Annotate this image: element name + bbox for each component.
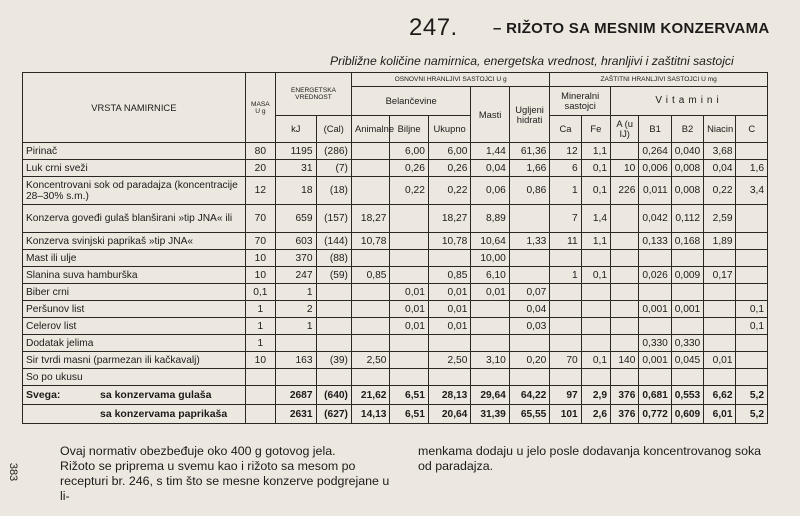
cell-anim: 10,78 — [351, 233, 389, 250]
cell-masa — [245, 386, 275, 405]
cell-bilj — [390, 233, 428, 250]
cell-cal: (157) — [316, 205, 351, 233]
cell-cal: (144) — [316, 233, 351, 250]
cell-kj: 18 — [276, 177, 316, 205]
cell-c — [736, 284, 768, 301]
cell-masa: 10 — [245, 250, 275, 267]
cell-bilj: 0,01 — [390, 301, 428, 318]
total-cell-anim: 14,13 — [351, 405, 389, 424]
cell-anim: 0,85 — [351, 267, 389, 284]
cell-b1 — [639, 284, 671, 301]
cell-cal — [316, 369, 351, 386]
cell-masa: 1 — [245, 335, 275, 352]
table-row — [23, 233, 768, 250]
cell-masti: 6,10 — [471, 267, 509, 284]
table-row — [23, 267, 768, 284]
cell-masa — [245, 369, 275, 386]
cell-masa: 1 — [245, 318, 275, 335]
header-b1: B1 — [639, 116, 671, 143]
row-name: Slanina suva hamburška — [23, 267, 246, 284]
cell-a: 140 — [611, 352, 639, 369]
cell-cal: (39) — [316, 352, 351, 369]
cell-a — [611, 335, 639, 352]
cell-ukup: 0,01 — [428, 284, 471, 301]
row-name: Luk crni sveži — [23, 160, 246, 177]
cell-nia: 0,17 — [704, 267, 736, 284]
cell-kj: 603 — [276, 233, 316, 250]
row-name: Sir tvrdi masni (parmezan ili kačkavalj) — [23, 352, 246, 369]
row-name: Peršunov list — [23, 301, 246, 318]
cell-fe — [581, 318, 610, 335]
cell-nia — [704, 301, 736, 318]
cell-b2: 0,008 — [671, 177, 703, 205]
recipe-number: 247. — [409, 14, 458, 41]
row-name: Mast ili ulje — [23, 250, 246, 267]
cell-anim — [351, 177, 389, 205]
cell-ukup: 0,01 — [428, 301, 471, 318]
cell-b1: 0,011 — [639, 177, 671, 205]
total-cell-kj: 2687 — [276, 386, 316, 405]
header-kj: kJ — [276, 116, 316, 143]
cell-bilj — [390, 335, 428, 352]
cell-ugh: 0,86 — [509, 177, 550, 205]
cell-a — [611, 301, 639, 318]
cell-a — [611, 318, 639, 335]
cell-b2: 0,330 — [671, 335, 703, 352]
cell-c — [736, 233, 768, 250]
total-cell-b1: 0,681 — [639, 386, 671, 405]
cell-a — [611, 284, 639, 301]
total-row — [23, 386, 768, 405]
total-cell-masti: 31,39 — [471, 405, 509, 424]
cell-b1: 0,042 — [639, 205, 671, 233]
total-cell-kj: 2631 — [276, 405, 316, 424]
cell-b1: 0,026 — [639, 267, 671, 284]
row-name: So po ukusu — [23, 369, 246, 386]
cell-nia — [704, 335, 736, 352]
total-cell-b2: 0,553 — [671, 386, 703, 405]
total-cell-c: 5,2 — [736, 405, 768, 424]
table-row — [23, 160, 768, 177]
header-cal: (Cal) — [316, 116, 351, 143]
cell-ca — [550, 335, 581, 352]
cell-ukup: 18,27 — [428, 205, 471, 233]
cell-cal: (7) — [316, 160, 351, 177]
cell-bilj — [390, 250, 428, 267]
total-cell-nia: 6,62 — [704, 386, 736, 405]
cell-bilj — [390, 205, 428, 233]
cell-ca: 7 — [550, 205, 581, 233]
cell-a — [611, 267, 639, 284]
cell-a — [611, 205, 639, 233]
total-cell-bilj: 6,51 — [390, 386, 428, 405]
cell-masti — [471, 369, 509, 386]
cell-anim: 2,50 — [351, 352, 389, 369]
cell-fe: 0,1 — [581, 177, 610, 205]
header-biljne: Biljne — [390, 116, 428, 143]
cell-kj — [276, 369, 316, 386]
total-cell-cal: (627) — [316, 405, 351, 424]
header-c: C — [736, 116, 768, 143]
header-animalne: Animalne — [351, 116, 389, 143]
header-vitamini: Vitamini — [611, 87, 768, 116]
cell-b1: 0,001 — [639, 352, 671, 369]
cell-cal: (59) — [316, 267, 351, 284]
cell-masti — [471, 318, 509, 335]
cell-a — [611, 143, 639, 160]
cell-ugh: 0,03 — [509, 318, 550, 335]
total-cell-c: 5,2 — [736, 386, 768, 405]
cell-ca — [550, 369, 581, 386]
cell-anim — [351, 284, 389, 301]
cell-fe: 1,4 — [581, 205, 610, 233]
total-cell-bilj: 6,51 — [390, 405, 428, 424]
cell-b2 — [671, 369, 703, 386]
cell-kj: 31 — [276, 160, 316, 177]
cell-anim — [351, 335, 389, 352]
row-name: Celerov list — [23, 318, 246, 335]
cell-ugh: 0,04 — [509, 301, 550, 318]
total-cell-nia: 6,01 — [704, 405, 736, 424]
header-mineralni: Mineralni sastojci — [550, 87, 611, 116]
cell-cal: (18) — [316, 177, 351, 205]
cell-anim: 18,27 — [351, 205, 389, 233]
cell-cal — [316, 318, 351, 335]
cell-b2: 0,009 — [671, 267, 703, 284]
cell-c: 3,4 — [736, 177, 768, 205]
cell-b2: 0,008 — [671, 160, 703, 177]
cell-ukup: 0,22 — [428, 177, 471, 205]
table-row — [23, 143, 768, 160]
cell-c — [736, 250, 768, 267]
cell-b2 — [671, 284, 703, 301]
cell-b2: 0,168 — [671, 233, 703, 250]
cell-ugh — [509, 250, 550, 267]
cell-bilj — [390, 369, 428, 386]
header-ca: Ca — [550, 116, 581, 143]
cell-nia — [704, 318, 736, 335]
cell-c: 0,1 — [736, 318, 768, 335]
cell-ugh — [509, 335, 550, 352]
cell-ugh: 1,33 — [509, 233, 550, 250]
row-name: Konzerva svinjski paprikaš »tip JNA« — [23, 233, 246, 250]
cell-c: 0,1 — [736, 301, 768, 318]
recipe-title: – RIŽOTO SA MESNIM KONZERVAMA — [493, 20, 770, 37]
cell-c — [736, 369, 768, 386]
total-cell-anim: 21,62 — [351, 386, 389, 405]
cell-masti: 10,64 — [471, 233, 509, 250]
cell-b1: 0,001 — [639, 301, 671, 318]
header-energetska: ENERGETSKA VREDNOST — [276, 73, 352, 116]
cell-masti: 0,06 — [471, 177, 509, 205]
cell-cal — [316, 335, 351, 352]
cell-ukup: 2,50 — [428, 352, 471, 369]
cell-masa: 10 — [245, 352, 275, 369]
cell-nia: 0,04 — [704, 160, 736, 177]
cell-c — [736, 352, 768, 369]
cell-nia — [704, 250, 736, 267]
cell-b1: 0,264 — [639, 143, 671, 160]
table-subtitle: Približne količine namirnica, energetska vrednost, hranljivi i zaštitni sastojci — [330, 54, 734, 68]
table-row — [23, 369, 768, 386]
total-row-name: sa konzervama gulaša — [100, 388, 212, 401]
cell-fe — [581, 250, 610, 267]
cell-c — [736, 267, 768, 284]
cell-anim — [351, 160, 389, 177]
cell-fe: 1,1 — [581, 233, 610, 250]
header-ugljeni: Ugljeni hidrati — [509, 87, 550, 143]
cell-b2: 0,040 — [671, 143, 703, 160]
cell-bilj: 6,00 — [390, 143, 428, 160]
cell-fe: 0,1 — [581, 267, 610, 284]
total-name — [23, 405, 246, 424]
cell-masti — [471, 301, 509, 318]
table-row — [23, 177, 768, 205]
cell-fe — [581, 301, 610, 318]
cell-ukup: 6,00 — [428, 143, 471, 160]
total-name — [23, 386, 246, 405]
cell-nia — [704, 284, 736, 301]
header-osnovni: OSNOVNI HRANLJIVI SASTOJCI U g — [351, 73, 549, 87]
total-label: Svega: — [26, 388, 61, 401]
cell-ukup — [428, 250, 471, 267]
header-a: A (u IJ) — [611, 116, 639, 143]
cell-b1: 0,330 — [639, 335, 671, 352]
total-cell-fe: 2,6 — [581, 405, 610, 424]
cell-cal — [316, 301, 351, 318]
cell-b2: 0,112 — [671, 205, 703, 233]
cell-b1: 0,006 — [639, 160, 671, 177]
cell-ugh — [509, 205, 550, 233]
row-name: Koncentrovani sok od paradajza (koncentracije 28–30% s.m.) — [23, 177, 246, 205]
cell-nia: 3,68 — [704, 143, 736, 160]
cell-masti: 0,04 — [471, 160, 509, 177]
total-cell-b1: 0,772 — [639, 405, 671, 424]
cell-fe: 1,1 — [581, 143, 610, 160]
cell-ugh — [509, 267, 550, 284]
cell-bilj: 0,01 — [390, 318, 428, 335]
cell-nia: 1,89 — [704, 233, 736, 250]
cell-ukup — [428, 335, 471, 352]
cell-ca — [550, 250, 581, 267]
cell-ukup: 10,78 — [428, 233, 471, 250]
cell-ukup: 0,01 — [428, 318, 471, 335]
cell-anim — [351, 318, 389, 335]
cell-bilj: 0,22 — [390, 177, 428, 205]
cell-bilj — [390, 352, 428, 369]
cell-cal: (286) — [316, 143, 351, 160]
total-cell-ukup: 28,13 — [428, 386, 471, 405]
cell-fe — [581, 284, 610, 301]
cell-a — [611, 233, 639, 250]
cell-masti: 3,10 — [471, 352, 509, 369]
cell-masa: 70 — [245, 205, 275, 233]
cell-a: 226 — [611, 177, 639, 205]
cell-ugh — [509, 369, 550, 386]
cell-masa: 20 — [245, 160, 275, 177]
cell-masa: 1 — [245, 301, 275, 318]
cell-ca: 1 — [550, 267, 581, 284]
total-cell-cal: (640) — [316, 386, 351, 405]
table-row — [23, 250, 768, 267]
cell-ukup: 0,85 — [428, 267, 471, 284]
note-line: Ovaj normativ obezbeđuje oko 400 g gotovog jela. — [60, 444, 336, 458]
header-fe: Fe — [581, 116, 610, 143]
cell-masa: 0,1 — [245, 284, 275, 301]
cell-anim — [351, 250, 389, 267]
cell-ugh: 0,07 — [509, 284, 550, 301]
table-row — [23, 301, 768, 318]
cell-masa: 12 — [245, 177, 275, 205]
notes-right — [418, 444, 778, 474]
cell-ca: 1 — [550, 177, 581, 205]
row-name: Dodatak jelima — [23, 335, 246, 352]
header-vrsta: VRSTA NAMIRNICE — [23, 73, 246, 143]
header-ukupno: Ukupno — [428, 116, 471, 143]
cell-ukup: 0,26 — [428, 160, 471, 177]
cell-b1: 0,133 — [639, 233, 671, 250]
total-row-name: sa konzervama paprikaša — [100, 407, 228, 420]
total-cell-ukup: 20,64 — [428, 405, 471, 424]
cell-a — [611, 250, 639, 267]
header-b2: B2 — [671, 116, 703, 143]
table-row — [23, 335, 768, 352]
cell-cal: (88) — [316, 250, 351, 267]
row-name: Pirinač — [23, 143, 246, 160]
cell-ca: 6 — [550, 160, 581, 177]
cell-kj: 1195 — [276, 143, 316, 160]
cell-kj: 163 — [276, 352, 316, 369]
cell-b2 — [671, 250, 703, 267]
notes-left — [60, 444, 390, 504]
cell-a — [611, 369, 639, 386]
cell-b2: 0,001 — [671, 301, 703, 318]
cell-ca: 11 — [550, 233, 581, 250]
cell-masti: 0,01 — [471, 284, 509, 301]
cell-ugh: 0,20 — [509, 352, 550, 369]
cell-masa: 70 — [245, 233, 275, 250]
cell-ca — [550, 284, 581, 301]
cell-c — [736, 335, 768, 352]
cell-kj: 247 — [276, 267, 316, 284]
cell-ugh: 61,36 — [509, 143, 550, 160]
note-line: menkama dodaju u jelo posle dodavanja koncentrovanog soka od paradajza. — [418, 444, 762, 473]
total-cell-ugh: 64,22 — [509, 386, 550, 405]
cell-c — [736, 205, 768, 233]
table-row — [23, 352, 768, 369]
cell-kj — [276, 335, 316, 352]
cell-b1 — [639, 369, 671, 386]
total-cell-ca: 101 — [550, 405, 581, 424]
nutrition-table — [22, 72, 768, 424]
row-name: Biber crni — [23, 284, 246, 301]
cell-masa: 10 — [245, 267, 275, 284]
total-cell-a: 376 — [611, 386, 639, 405]
total-cell-masti: 29,64 — [471, 386, 509, 405]
cell-ca: 12 — [550, 143, 581, 160]
cell-masti — [471, 335, 509, 352]
cell-masa — [245, 405, 275, 424]
cell-c — [736, 143, 768, 160]
total-cell-ca: 97 — [550, 386, 581, 405]
cell-fe — [581, 335, 610, 352]
cell-b2 — [671, 318, 703, 335]
header-niacin: Niacin — [704, 116, 736, 143]
header-masti: Masti — [471, 87, 509, 143]
cell-fe: 0,1 — [581, 160, 610, 177]
cell-kj: 2 — [276, 301, 316, 318]
page-number: 383 — [7, 462, 20, 482]
cell-fe: 0,1 — [581, 352, 610, 369]
table-row — [23, 284, 768, 301]
total-cell-fe: 2,9 — [581, 386, 610, 405]
cell-b1 — [639, 318, 671, 335]
cell-c: 1,6 — [736, 160, 768, 177]
cell-a: 10 — [611, 160, 639, 177]
total-cell-b2: 0,609 — [671, 405, 703, 424]
table-row — [23, 318, 768, 335]
header-belancevine: Belančevine — [351, 87, 470, 116]
total-row — [23, 405, 768, 424]
cell-b1 — [639, 250, 671, 267]
cell-nia: 0,22 — [704, 177, 736, 205]
row-name: Konzerva goveđi gulaš blanširani »tip JNA« ili — [23, 205, 246, 233]
cell-bilj: 0,01 — [390, 284, 428, 301]
cell-ca — [550, 301, 581, 318]
cell-nia — [704, 369, 736, 386]
cell-b2: 0,045 — [671, 352, 703, 369]
cell-masti: 10,00 — [471, 250, 509, 267]
cell-anim — [351, 143, 389, 160]
cell-bilj — [390, 267, 428, 284]
cell-kj: 370 — [276, 250, 316, 267]
cell-ugh: 1,66 — [509, 160, 550, 177]
cell-anim — [351, 301, 389, 318]
cell-anim — [351, 369, 389, 386]
header-masa: MASA U g — [245, 73, 275, 143]
cell-nia: 0,01 — [704, 352, 736, 369]
cell-kj: 659 — [276, 205, 316, 233]
cell-kj: 1 — [276, 284, 316, 301]
header-zastitni: ZAŠTITNI HRANLJIVI SASTOJCI U mg — [550, 73, 768, 87]
table-row — [23, 205, 768, 233]
cell-kj: 1 — [276, 318, 316, 335]
total-cell-ugh: 65,55 — [509, 405, 550, 424]
cell-masti: 8,89 — [471, 205, 509, 233]
cell-cal — [316, 284, 351, 301]
cell-ca — [550, 318, 581, 335]
cell-masti: 1,44 — [471, 143, 509, 160]
cell-masa: 80 — [245, 143, 275, 160]
total-cell-a: 376 — [611, 405, 639, 424]
note-line: Rižoto se priprema u svemu kao i rižoto sa mesom po recepturi br. 246, s tim što se mesne konzerve podgrejane u li- — [60, 459, 390, 503]
cell-bilj: 0,26 — [390, 160, 428, 177]
cell-nia: 2,59 — [704, 205, 736, 233]
cell-ukup — [428, 369, 471, 386]
cell-fe — [581, 369, 610, 386]
cell-ca: 70 — [550, 352, 581, 369]
